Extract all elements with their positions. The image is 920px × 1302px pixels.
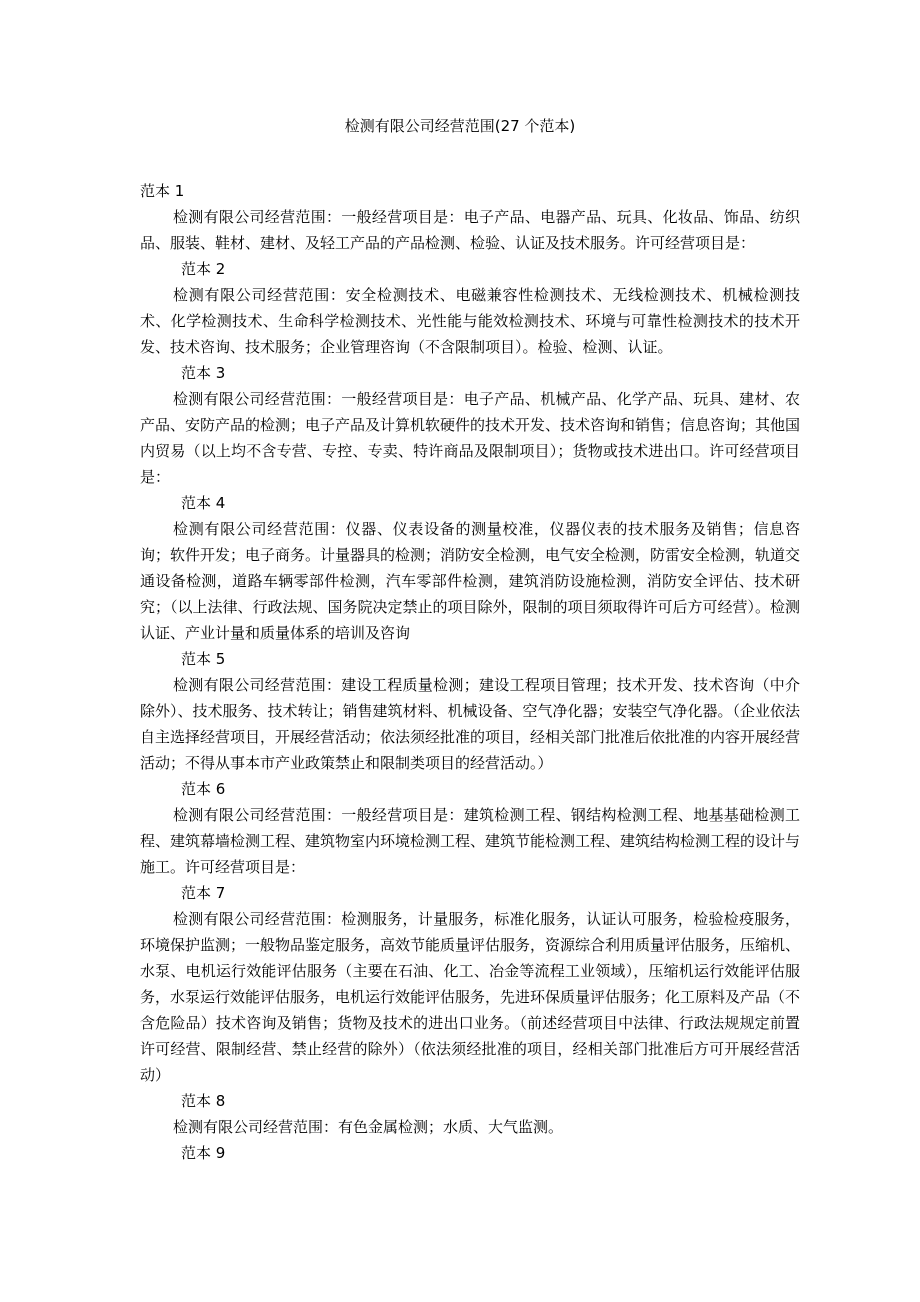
section-body: 检测有限公司经营范围：一般经营项目是：电子产品、机械产品、化学产品、玩具、建材、农产品、安防产品的检测；电子产品及计算机软硬件的技术开发、技术咨询和销售；信息咨询；其他国内贸易（以上均不含专营、专控、专卖、特许商品及限制项目）；货物或技术进出口。许可经营项目是：	[140, 390, 801, 486]
section-heading: 范本 8	[181, 1092, 226, 1110]
section-body: 检测有限公司经营范围：一般经营项目是：电子产品、电器产品、玩具、化妆品、饰品、纺织品、服装、鞋材、建材、及轻工产品的产品检测、检验、认证及技术服务。许可经营项目是：	[140, 208, 800, 252]
section-heading: 范本 2	[181, 260, 226, 278]
section-heading: 范本 5	[181, 650, 226, 668]
section-body: 检测有限公司经营范围：建设工程质量检测；建设工程项目管理；技术开发、技术咨询（中介除外）、技术服务、技术转让；销售建筑材料、机械设备、空气净化器；安装空气净化器。（企业依法自主选择经营项目，开展经营活动；依法须经批准的项目，经相关部门批准后依批准的内容开展经营活动；不得从事本市产业政策禁止和限制类项目的经营活动。）	[140, 676, 801, 772]
section-body: 检测有限公司经营范围：检测服务，计量服务，标准化服务，认证认可服务，检验检疫服务，环境保护监测；一般物品鉴定服务，高效节能质量评估服务，资源综合利用质量评估服务，压缩机、水泵、电机运行效能评估服务（主要在石油、化工、冶金等流程工业领域），压缩机运行效能评估服务，水泵运行效能评估服务，电机运行效能评估服务，先进环保质量评估服务；化工原料及产品（不含危险品）技术咨询及销售；货物及技术的进出口业务。（前述经营项目中法律、行政法规规定前置许可经营、限制经营、禁止经营的除外）（依法须经批准的项目，经相关部门批准后方可开展经营活动）	[140, 910, 801, 1084]
section-body: 检测有限公司经营范围：仪器、仪表设备的测量校准，仪器仪表的技术服务及销售；信息咨询；软件开发；电子商务。计量器具的检测；消防安全检测，电气安全检测，防雷安全检测，轨道交通设备检测，道路车辆零部件检测，汽车零部件检测，建筑消防设施检测，消防安全评估、技术研究；（以上法律、行政法规、国务院决定禁止的项目除外，限制的项目须取得许可后方可经营）。检测认证、产业计量和质量体系的培训及咨询	[140, 520, 801, 642]
section-body: 检测有限公司经营范围：安全检测技术、电磁兼容性检测技术、无线检测技术、机械检测技术、化学检测技术、生命科学检测技术、光性能与能效检测技术、环境与可靠性检测技术的技术开发、技术咨询、技术服务；企业管理咨询（不含限制项目）。检验、检测、认证。	[140, 286, 800, 356]
section-body: 检测有限公司经营范围：一般经营项目是：建筑检测工程、钢结构检测工程、地基基础检测工程、建筑幕墙检测工程、建筑物室内环境检测工程、建筑节能检测工程、建筑结构检测工程的设计与施工。许可经营项目是：	[140, 806, 801, 876]
section-heading: 范本 1	[140, 182, 185, 200]
section-heading: 范本 3	[181, 364, 226, 382]
section-heading: 范本 9	[181, 1144, 226, 1162]
document-title: 检测有限公司经营范围(27 个范本)	[344, 117, 576, 135]
sections-container	[140, 178, 800, 1166]
section-heading: 范本 4	[181, 494, 226, 512]
section-body: 检测有限公司经营范围：有色金属检测；水质、大气监测。	[173, 1118, 564, 1136]
section-heading: 范本 6	[181, 780, 226, 798]
section-heading: 范本 7	[181, 884, 226, 902]
